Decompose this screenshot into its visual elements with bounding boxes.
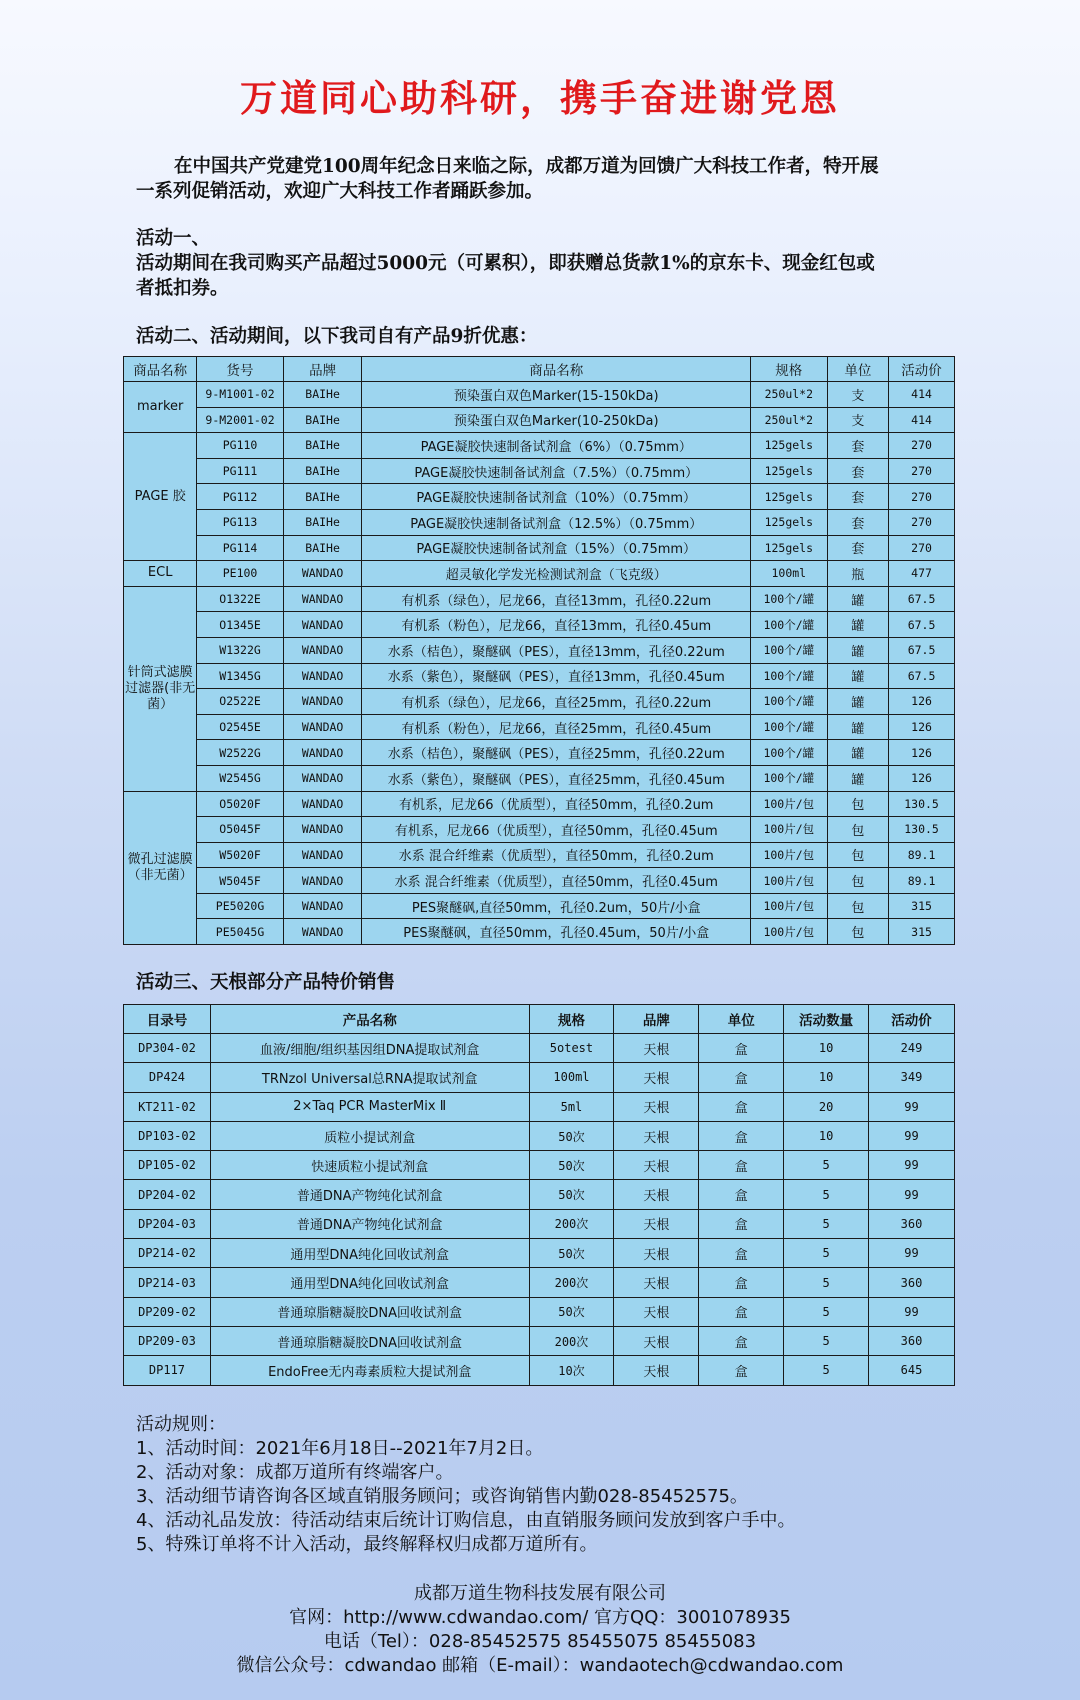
table-header-row (124, 357, 955, 382)
product-name-cell: 超灵敏化学发光检测试剂盒（飞克级） (362, 561, 751, 587)
product-name-cell: PAGE凝胶快速制备试剂盒（6%）（0.75mm） (362, 433, 751, 459)
unit-cell: 包 (827, 842, 889, 868)
item-number-cell: O2522E (197, 689, 283, 715)
promo-price-cell: 315 (889, 919, 955, 945)
product-name-cell: 有机系，尼龙66（优质型），直径50mm，孔径0.2um (362, 791, 751, 817)
unit-cell: 盒 (699, 1063, 784, 1092)
specification-cell: 50次 (529, 1151, 614, 1180)
promo-price-cell: 67.5 (889, 586, 955, 612)
table-row (124, 765, 955, 791)
promo-price-cell: 99 (869, 1239, 955, 1268)
column-header: 活动价 (889, 357, 955, 382)
unit-cell: 瓶 (827, 561, 889, 587)
promo-price-cell: 130.5 (889, 817, 955, 843)
table-row (124, 1297, 955, 1326)
brand-cell: 天根 (614, 1209, 699, 1238)
table-row (124, 714, 955, 740)
intro-line: 在中国共产党建党100周年纪念日来临之际，成都万道为回馈广大科技工作者，特开展 (174, 156, 879, 177)
table-row (124, 1092, 955, 1121)
website-qq: 官网：http://www.cdwandao.com/ 官方QQ：3001078935 (289, 1607, 791, 1628)
specification-cell: 125gels (751, 509, 828, 535)
intro-line: 一系列促销活动，欢迎广大科技工作者踊跃参加。 (136, 181, 544, 202)
product-name-cell: 普通琼脂糖凝胶DNA回收试剂盒 (210, 1326, 529, 1355)
product-name-cell: 普通DNA产物纯化试剂盒 (210, 1209, 529, 1238)
rule-line: 2、活动对象：成都万道所有终端客户。 (136, 1462, 454, 1483)
promo-price-cell: 360 (869, 1268, 955, 1297)
table-row (124, 791, 955, 817)
promo-quantity-cell: 5 (784, 1356, 869, 1385)
brand-cell: WANDAO (283, 765, 362, 791)
intro-paragraph (136, 154, 936, 204)
promo-price-cell: 67.5 (889, 612, 955, 638)
specification-cell: 100片/包 (751, 893, 828, 919)
promo-price-cell: 270 (889, 484, 955, 510)
table-row (124, 1326, 955, 1355)
table-row (124, 407, 955, 433)
product-name-cell: 水系（紫色），聚醚砜（PES），直径25mm，孔径0.45um (362, 765, 751, 791)
promo-price-cell: 89.1 (889, 842, 955, 868)
table-row (124, 484, 955, 510)
catalog-number-cell: DP209-03 (124, 1326, 211, 1355)
brand-cell: 天根 (614, 1034, 699, 1063)
item-number-cell: PG113 (197, 509, 283, 535)
unit-cell: 包 (827, 919, 889, 945)
specification-cell: 50次 (529, 1297, 614, 1326)
table-row (124, 535, 955, 561)
specification-cell: 200次 (529, 1326, 614, 1355)
table-row (124, 561, 955, 587)
company-name: 成都万道生物科技发展有限公司 (414, 1583, 666, 1604)
column-header: 品牌 (283, 357, 362, 382)
item-number-cell: PG110 (197, 433, 283, 459)
table-row (124, 868, 955, 894)
page-title: 万道同心助科研，携手奋进谢党恩 (240, 76, 840, 120)
rule-line: 活动规则： (136, 1414, 226, 1435)
product-name-cell: 通用型DNA纯化回收试剂盒 (210, 1268, 529, 1297)
promo-quantity-cell: 5 (784, 1268, 869, 1297)
brand-cell: 天根 (614, 1121, 699, 1150)
product-name-cell: 2×Taq PCR MasterMix Ⅱ (210, 1092, 529, 1121)
unit-cell: 罐 (827, 714, 889, 740)
brand-cell: 天根 (614, 1092, 699, 1121)
company-contact-footer (0, 1582, 1080, 1678)
specification-cell: 100片/包 (751, 842, 828, 868)
item-number-cell: PG111 (197, 458, 283, 484)
column-header: 活动数量 (784, 1005, 869, 1034)
product-name-cell: 有机系（绿色），尼龙66，直径13mm，孔径0.22um (362, 586, 751, 612)
product-name-cell: 水系 混合纤维素（优质型），直径50mm，孔径0.2um (362, 842, 751, 868)
column-header: 货号 (197, 357, 283, 382)
promo-price-cell: 99 (869, 1121, 955, 1150)
rule-line: 1、活动时间：2021年6月18日--2021年7月2日。 (136, 1438, 544, 1459)
item-number-cell: PG114 (197, 535, 283, 561)
rule-line: 3、活动细节请咨询各区域直销服务顾问；或咨询销售内勤028-85452575。 (136, 1486, 748, 1507)
brand-cell: 天根 (614, 1180, 699, 1209)
column-header: 规格 (529, 1005, 614, 1034)
specification-cell: 125gels (751, 433, 828, 459)
specification-cell: 100个/罐 (751, 689, 828, 715)
unit-cell: 支 (827, 407, 889, 433)
category-cell: PAGE 胶 (124, 433, 197, 561)
table-row (124, 1063, 955, 1092)
telephone: 电话（Tel）：028-85452575 85455075 85455083 (323, 1631, 757, 1652)
product-name-cell: EndoFree无内毒素质粒大提试剂盒 (210, 1356, 529, 1385)
promo-price-cell: 414 (889, 382, 955, 408)
promo-price-cell: 67.5 (889, 637, 955, 663)
activity-one-text: 者抵扣券。 (136, 278, 229, 299)
item-number-cell: PE5045G (197, 919, 283, 945)
unit-cell: 罐 (827, 740, 889, 766)
table-row (124, 509, 955, 535)
promo-price-cell: 126 (889, 714, 955, 740)
brand-cell: 天根 (614, 1326, 699, 1355)
rule-line: 4、活动礼品发放：待活动结束后统计订购信息，由直销服务顾问发放到客户手中。 (136, 1510, 796, 1531)
rule-line: 5、特殊订单将不计入活动，最终解释权归成都万道所有。 (136, 1534, 598, 1555)
product-name-cell: PAGE凝胶快速制备试剂盒（15%）（0.75mm） (362, 535, 751, 561)
brand-cell: WANDAO (283, 586, 362, 612)
promo-price-cell: 349 (869, 1063, 955, 1092)
specification-cell: 100片/包 (751, 919, 828, 945)
promo-price-cell: 645 (869, 1356, 955, 1385)
category-cell: ECL (124, 561, 197, 587)
promo-price-cell: 249 (869, 1034, 955, 1063)
product-name-cell: 有机系（粉色），尼龙66，直径25mm，孔径0.45um (362, 714, 751, 740)
brand-cell: WANDAO (283, 740, 362, 766)
product-name-cell: PAGE凝胶快速制备试剂盒（7.5%）（0.75mm） (362, 458, 751, 484)
table-row (124, 1239, 955, 1268)
unit-cell: 包 (827, 791, 889, 817)
table-row (124, 919, 955, 945)
brand-cell: WANDAO (283, 893, 362, 919)
promo-price-cell: 99 (869, 1092, 955, 1121)
unit-cell: 盒 (699, 1180, 784, 1209)
table-row (124, 1121, 955, 1150)
unit-cell: 罐 (827, 765, 889, 791)
item-number-cell: PG112 (197, 484, 283, 510)
column-header: 品牌 (614, 1005, 699, 1034)
product-name-cell: 有机系（绿色），尼龙66，直径25mm，孔径0.22um (362, 689, 751, 715)
specification-cell: 250ul*2 (751, 382, 828, 408)
item-number-cell: W2522G (197, 740, 283, 766)
brand-cell: WANDAO (283, 919, 362, 945)
category-cell: 针筒式滤膜过滤器(非无菌） (124, 586, 197, 791)
promo-quantity-cell: 10 (784, 1121, 869, 1150)
table-row (124, 1034, 955, 1063)
product-name-cell: PES聚醚砜，直径50mm，孔径0.45um，50片/小盒 (362, 919, 751, 945)
product-name-cell: 水系（桔色），聚醚砜（PES），直径13mm，孔径0.22um (362, 637, 751, 663)
table-row (124, 637, 955, 663)
item-number-cell: W5020F (197, 842, 283, 868)
promo-price-cell: 99 (869, 1297, 955, 1326)
unit-cell: 罐 (827, 637, 889, 663)
product-name-cell: 质粒小提试剂盒 (210, 1121, 529, 1150)
column-header: 商品名称 (362, 357, 751, 382)
unit-cell: 包 (827, 893, 889, 919)
specification-cell: 100ml (751, 561, 828, 587)
specification-cell: 5otest (529, 1034, 614, 1063)
column-header: 商品名称 (124, 357, 197, 382)
item-number-cell: PE100 (197, 561, 283, 587)
promo-price-cell: 270 (889, 535, 955, 561)
specification-cell: 125gels (751, 458, 828, 484)
specification-cell: 100个/罐 (751, 740, 828, 766)
item-number-cell: O2545E (197, 714, 283, 740)
brand-cell: 天根 (614, 1239, 699, 1268)
table-row (124, 663, 955, 689)
unit-cell: 罐 (827, 612, 889, 638)
item-number-cell: W1322G (197, 637, 283, 663)
brand-cell: BAIHe (283, 458, 362, 484)
catalog-number-cell: DP214-02 (124, 1239, 211, 1268)
specification-cell: 50次 (529, 1239, 614, 1268)
activity-three-heading: 活动三、天根部分产品特价销售 (136, 972, 396, 993)
brand-cell: WANDAO (283, 637, 362, 663)
item-number-cell: W2545G (197, 765, 283, 791)
catalog-number-cell: DP424 (124, 1063, 211, 1092)
promo-quantity-cell: 20 (784, 1092, 869, 1121)
column-header: 单位 (699, 1005, 784, 1034)
tiangen-products-table (123, 1004, 955, 1386)
promo-quantity-cell: 5 (784, 1297, 869, 1326)
promo-price-cell: 99 (869, 1151, 955, 1180)
catalog-number-cell: KT211-02 (124, 1092, 211, 1121)
product-name-cell: 水系 混合纤维素（优质型），直径50mm，孔径0.45um (362, 868, 751, 894)
promo-quantity-cell: 5 (784, 1151, 869, 1180)
promo-quantity-cell: 5 (784, 1239, 869, 1268)
unit-cell: 套 (827, 458, 889, 484)
promo-quantity-cell: 10 (784, 1063, 869, 1092)
brand-cell: WANDAO (283, 714, 362, 740)
table-row (124, 458, 955, 484)
table-row (124, 586, 955, 612)
promo-quantity-cell: 5 (784, 1180, 869, 1209)
product-name-cell: 有机系（粉色），尼龙66，直径13mm，孔径0.45um (362, 612, 751, 638)
specification-cell: 100个/罐 (751, 714, 828, 740)
promo-quantity-cell: 5 (784, 1326, 869, 1355)
brand-cell: WANDAO (283, 842, 362, 868)
product-name-cell: 通用型DNA纯化回收试剂盒 (210, 1239, 529, 1268)
unit-cell: 盒 (699, 1297, 784, 1326)
table-row (124, 433, 955, 459)
product-name-cell: TRNzol Universal总RNA提取试剂盒 (210, 1063, 529, 1092)
promo-price-cell: 270 (889, 509, 955, 535)
specification-cell: 100ml (529, 1063, 614, 1092)
specification-cell: 50次 (529, 1180, 614, 1209)
table-row (124, 1268, 955, 1297)
brand-cell: 天根 (614, 1297, 699, 1326)
promo-price-cell: 414 (889, 407, 955, 433)
product-name-cell: 普通琼脂糖凝胶DNA回收试剂盒 (210, 1297, 529, 1326)
specification-cell: 100个/罐 (751, 765, 828, 791)
table-row (124, 893, 955, 919)
unit-cell: 包 (827, 817, 889, 843)
specification-cell: 10次 (529, 1356, 614, 1385)
product-name-cell: PAGE凝胶快速制备试剂盒（10%）（0.75mm） (362, 484, 751, 510)
promo-price-cell: 126 (889, 740, 955, 766)
brand-cell: WANDAO (283, 868, 362, 894)
catalog-number-cell: DP204-02 (124, 1180, 211, 1209)
table-row (124, 382, 955, 408)
promo-price-cell: 360 (869, 1326, 955, 1355)
table-row (124, 689, 955, 715)
specification-cell: 125gels (751, 535, 828, 561)
product-name-cell: PAGE凝胶快速制备试剂盒（12.5%）（0.75mm） (362, 509, 751, 535)
activity-rules (136, 1413, 795, 1557)
column-header: 单位 (827, 357, 889, 382)
brand-cell: 天根 (614, 1268, 699, 1297)
specification-cell: 100个/罐 (751, 663, 828, 689)
table-row (124, 740, 955, 766)
catalog-number-cell: DP209-02 (124, 1297, 211, 1326)
brand-cell: 天根 (614, 1063, 699, 1092)
promo-price-cell: 130.5 (889, 791, 955, 817)
product-name-cell: 普通DNA产物纯化试剂盒 (210, 1180, 529, 1209)
column-header: 活动价 (869, 1005, 955, 1034)
promo-price-cell: 99 (869, 1180, 955, 1209)
product-name-cell: 预染蛋白双色Marker(15-150kDa) (362, 382, 751, 408)
category-cell: marker (124, 382, 197, 433)
promo-price-cell: 126 (889, 689, 955, 715)
promo-price-cell: 126 (889, 765, 955, 791)
promo-price-cell: 315 (889, 893, 955, 919)
brand-cell: WANDAO (283, 689, 362, 715)
promo-price-cell: 270 (889, 433, 955, 459)
wechat-email: 微信公众号：cdwandao 邮箱（E-mail）：wandaotech@cdwandao.com (236, 1655, 844, 1676)
specification-cell: 100片/包 (751, 817, 828, 843)
brand-cell: 天根 (614, 1356, 699, 1385)
promo-quantity-cell: 10 (784, 1034, 869, 1063)
category-cell: 微孔过滤膜（非无菌） (124, 791, 197, 945)
specification-cell: 100片/包 (751, 868, 828, 894)
unit-cell: 盒 (699, 1239, 784, 1268)
promo-price-cell: 67.5 (889, 663, 955, 689)
unit-cell: 盒 (699, 1326, 784, 1355)
item-number-cell: W5045F (197, 868, 283, 894)
specification-cell: 250ul*2 (751, 407, 828, 433)
specification-cell: 50次 (529, 1121, 614, 1150)
brand-cell: WANDAO (283, 561, 362, 587)
unit-cell: 盒 (699, 1209, 784, 1238)
column-header: 规格 (751, 357, 828, 382)
specification-cell: 200次 (529, 1268, 614, 1297)
specification-cell: 100片/包 (751, 791, 828, 817)
item-number-cell: 9-M1001-02 (197, 382, 283, 408)
item-number-cell: W1345G (197, 663, 283, 689)
activity-one-heading: 活动一、 (136, 228, 211, 249)
table-row (124, 1180, 955, 1209)
unit-cell: 盒 (699, 1151, 784, 1180)
unit-cell: 罐 (827, 689, 889, 715)
promo-price-cell: 89.1 (889, 868, 955, 894)
specification-cell: 125gels (751, 484, 828, 510)
table-header-row (124, 1005, 955, 1034)
brand-cell: WANDAO (283, 612, 362, 638)
unit-cell: 盒 (699, 1356, 784, 1385)
brand-cell: 天根 (614, 1151, 699, 1180)
unit-cell: 套 (827, 484, 889, 510)
brand-cell: WANDAO (283, 663, 362, 689)
catalog-number-cell: DP105-02 (124, 1151, 211, 1180)
column-header: 目录号 (124, 1005, 211, 1034)
brand-cell: BAIHe (283, 509, 362, 535)
product-name-cell: 预染蛋白双色Marker(10-250kDa) (362, 407, 751, 433)
catalog-number-cell: DP214-03 (124, 1268, 211, 1297)
item-number-cell: 9-M2001-02 (197, 407, 283, 433)
catalog-number-cell: DP117 (124, 1356, 211, 1385)
brand-cell: BAIHe (283, 407, 362, 433)
promo-price-cell: 270 (889, 458, 955, 484)
unit-cell: 支 (827, 382, 889, 408)
unit-cell: 盒 (699, 1121, 784, 1150)
specification-cell: 5ml (529, 1092, 614, 1121)
catalog-number-cell: DP103-02 (124, 1121, 211, 1150)
specification-cell: 100个/罐 (751, 612, 828, 638)
unit-cell: 盒 (699, 1034, 784, 1063)
item-number-cell: PE5020G (197, 893, 283, 919)
item-number-cell: O5045F (197, 817, 283, 843)
unit-cell: 包 (827, 868, 889, 894)
product-name-cell: 有机系，尼龙66（优质型），直径50mm，孔径0.45um (362, 817, 751, 843)
brand-cell: WANDAO (283, 791, 362, 817)
brand-cell: BAIHe (283, 535, 362, 561)
brand-cell: BAIHe (283, 433, 362, 459)
product-name-cell: 快速质粒小提试剂盒 (210, 1151, 529, 1180)
activity-one-text: 活动期间在我司购买产品超过5000元（可累积），即获赠总货款1%的京东卡、现金红包或 (136, 253, 875, 274)
specification-cell: 100个/罐 (751, 586, 828, 612)
table-row (124, 1356, 955, 1385)
item-number-cell: O5020F (197, 791, 283, 817)
brand-cell: BAIHe (283, 484, 362, 510)
column-header: 产品名称 (210, 1005, 529, 1034)
product-name-cell: 血液/细胞/组织基因组DNA提取试剂盒 (210, 1034, 529, 1063)
item-number-cell: O1322E (197, 586, 283, 612)
table-row (124, 842, 955, 868)
table-row (124, 1151, 955, 1180)
item-number-cell: O1345E (197, 612, 283, 638)
activity-one (136, 226, 936, 301)
unit-cell: 盒 (699, 1092, 784, 1121)
unit-cell: 套 (827, 535, 889, 561)
product-name-cell: 水系（紫色），聚醚砜（PES），直径13mm，孔径0.45um (362, 663, 751, 689)
catalog-number-cell: DP304-02 (124, 1034, 211, 1063)
brand-cell: WANDAO (283, 817, 362, 843)
catalog-number-cell: DP204-03 (124, 1209, 211, 1238)
unit-cell: 套 (827, 433, 889, 459)
table-row (124, 817, 955, 843)
specification-cell: 100个/罐 (751, 637, 828, 663)
table-row (124, 612, 955, 638)
activity-two-heading: 活动二、活动期间，以下我司自有产品9折优惠： (136, 326, 538, 347)
unit-cell: 套 (827, 509, 889, 535)
unit-cell: 盒 (699, 1268, 784, 1297)
product-name-cell: 水系（桔色），聚醚砜（PES），直径25mm，孔径0.22um (362, 740, 751, 766)
own-products-table (123, 356, 955, 945)
specification-cell: 200次 (529, 1209, 614, 1238)
promo-quantity-cell: 5 (784, 1209, 869, 1238)
promo-price-cell: 360 (869, 1209, 955, 1238)
promo-price-cell: 477 (889, 561, 955, 587)
product-name-cell: PES聚醚砜,直径50mm，孔径0.2um，50片/小盒 (362, 893, 751, 919)
unit-cell: 罐 (827, 663, 889, 689)
brand-cell: BAIHe (283, 382, 362, 408)
unit-cell: 罐 (827, 586, 889, 612)
table-row (124, 1209, 955, 1238)
